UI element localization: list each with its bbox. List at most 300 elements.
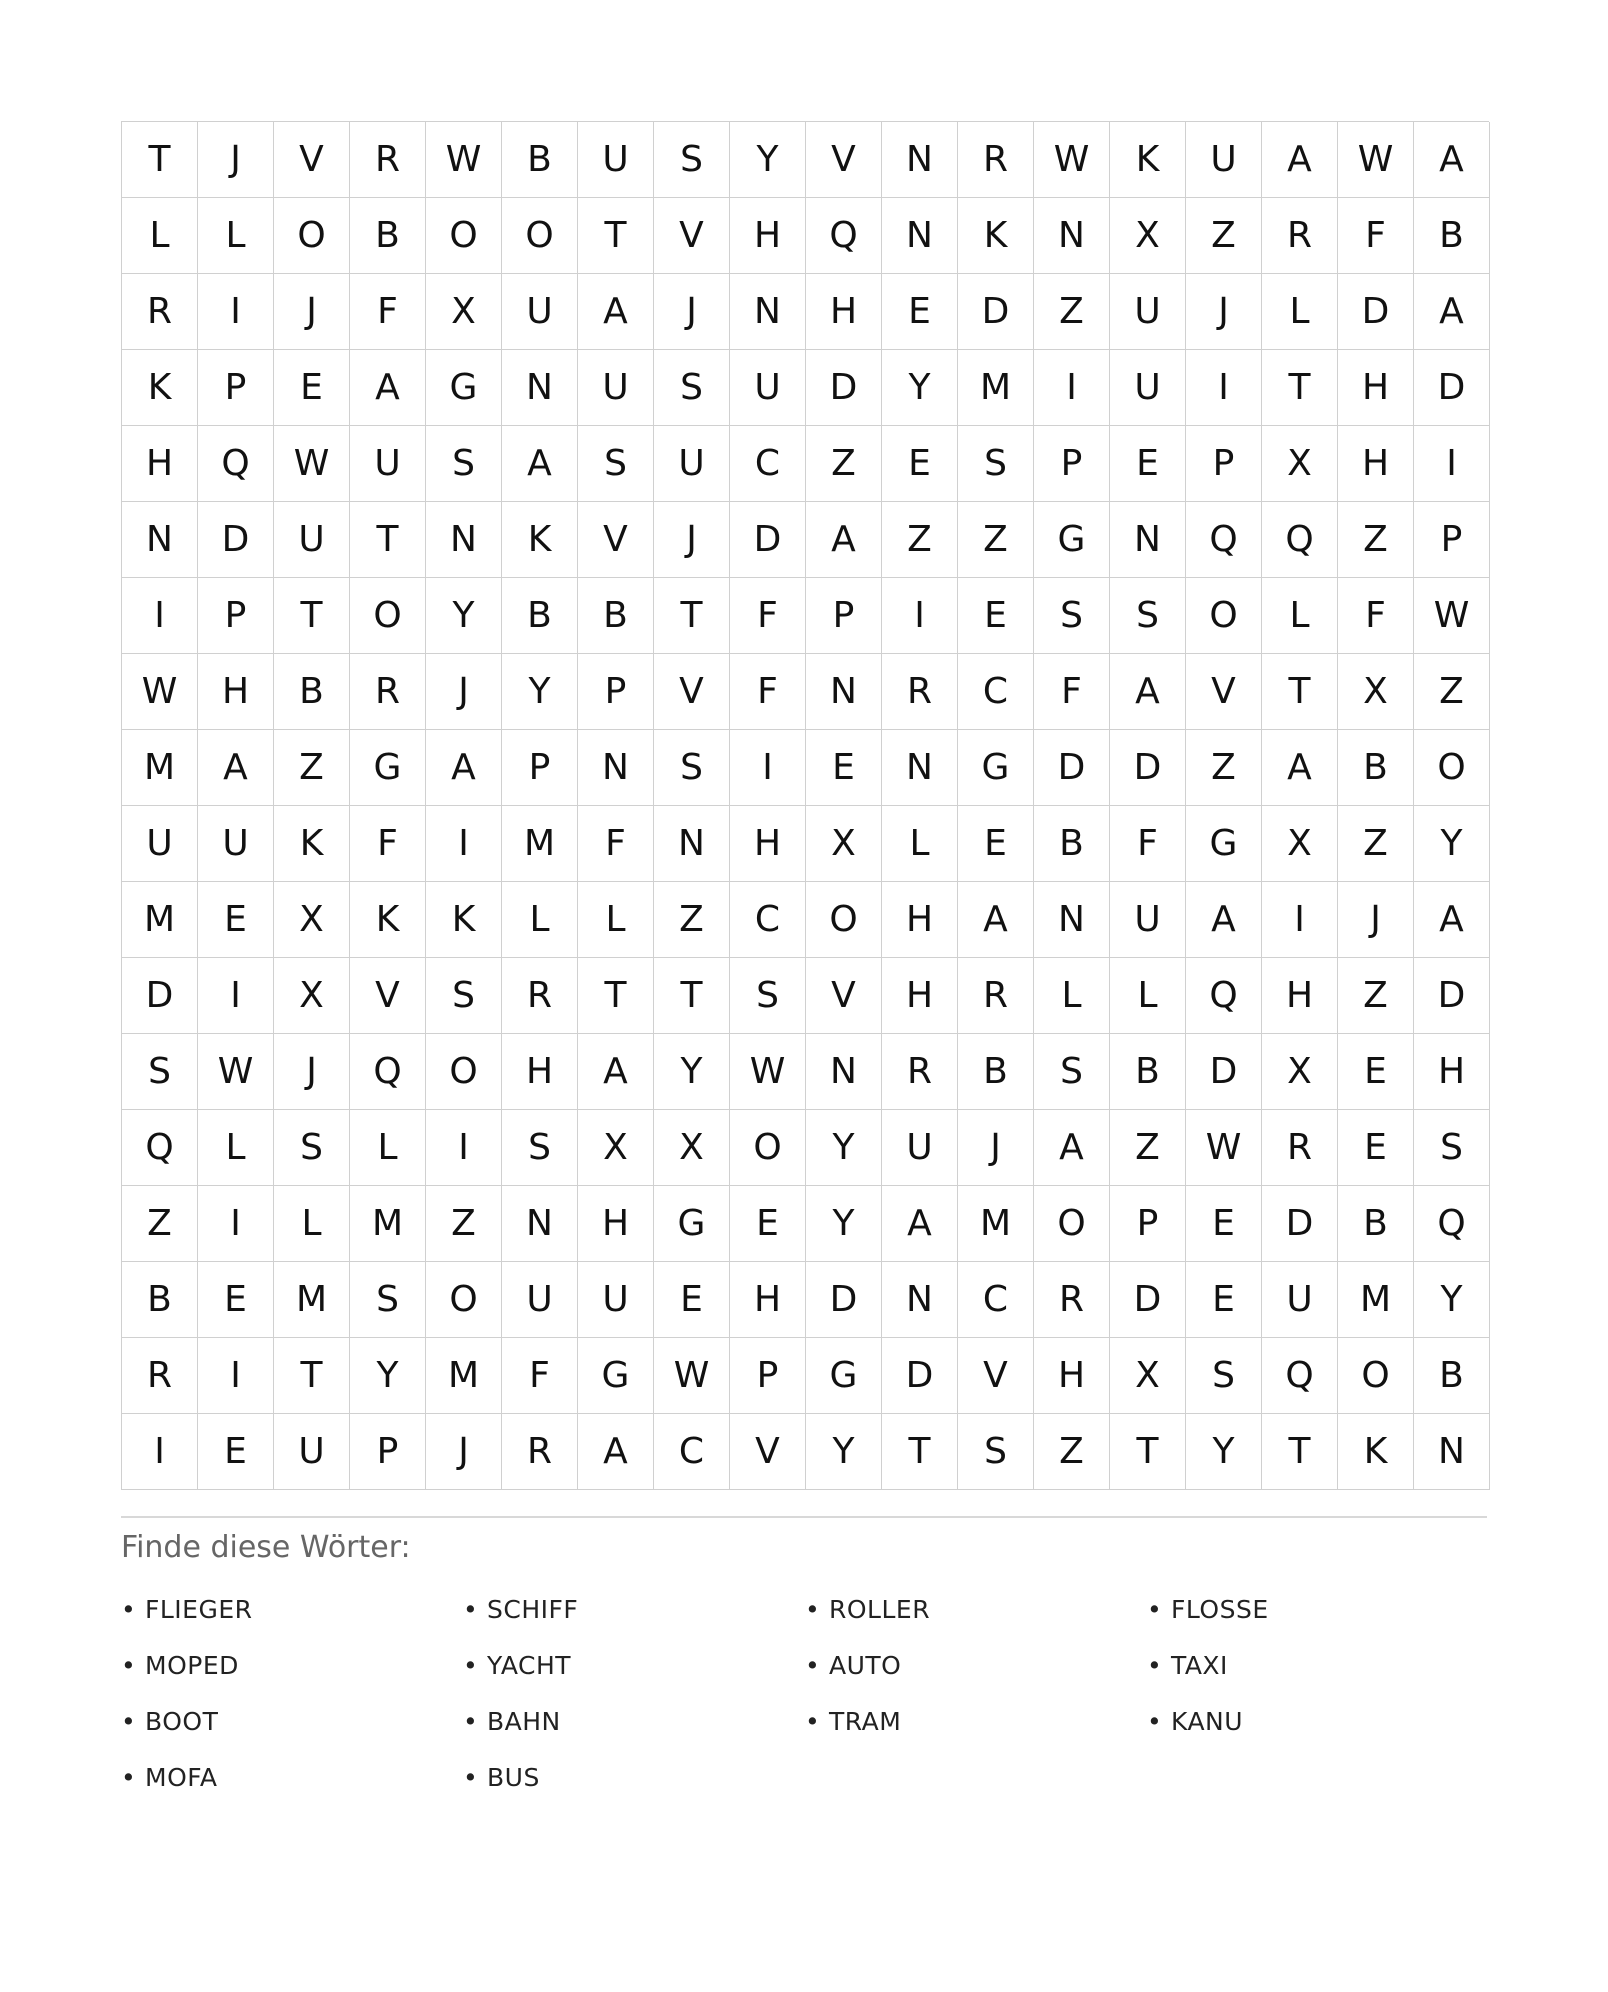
grid-cell[interactable]: N — [882, 122, 958, 198]
grid-cell[interactable]: E — [730, 1186, 806, 1262]
grid-cell[interactable]: S — [350, 1262, 426, 1338]
grid-cell[interactable]: U — [502, 274, 578, 350]
grid-cell[interactable]: B — [1338, 730, 1414, 806]
grid-cell[interactable]: L — [1262, 274, 1338, 350]
grid-cell[interactable]: C — [654, 1414, 730, 1490]
grid-cell[interactable]: L — [502, 882, 578, 958]
grid-cell[interactable]: E — [1338, 1110, 1414, 1186]
grid-cell[interactable]: N — [502, 1186, 578, 1262]
grid-cell[interactable]: Z — [1034, 1414, 1110, 1490]
grid-cell[interactable]: T — [1110, 1414, 1186, 1490]
grid-cell[interactable]: U — [578, 350, 654, 426]
grid-cell[interactable]: C — [958, 654, 1034, 730]
grid-cell[interactable]: U — [1110, 882, 1186, 958]
grid-cell[interactable]: A — [806, 502, 882, 578]
grid-cell[interactable]: N — [1110, 502, 1186, 578]
grid-cell[interactable]: K — [502, 502, 578, 578]
grid-cell[interactable]: K — [350, 882, 426, 958]
grid-cell[interactable]: Y — [426, 578, 502, 654]
grid-cell[interactable]: T — [274, 1338, 350, 1414]
grid-cell[interactable]: F — [1034, 654, 1110, 730]
grid-cell[interactable]: R — [1262, 1110, 1338, 1186]
grid-cell[interactable]: Q — [198, 426, 274, 502]
grid-cell[interactable]: Q — [1414, 1186, 1490, 1262]
grid-cell[interactable]: V — [654, 198, 730, 274]
grid-cell[interactable]: D — [1262, 1186, 1338, 1262]
grid-cell[interactable]: Q — [122, 1110, 198, 1186]
grid-cell[interactable]: N — [882, 198, 958, 274]
grid-cell[interactable]: E — [1186, 1186, 1262, 1262]
grid-cell[interactable]: Q — [1186, 502, 1262, 578]
grid-cell[interactable]: L — [350, 1110, 426, 1186]
grid-cell[interactable]: W — [122, 654, 198, 730]
grid-cell[interactable]: P — [730, 1338, 806, 1414]
grid-cell[interactable]: D — [806, 1262, 882, 1338]
grid-cell[interactable]: E — [198, 1414, 274, 1490]
grid-cell[interactable]: H — [730, 1262, 806, 1338]
grid-cell[interactable]: E — [806, 730, 882, 806]
grid-cell[interactable]: L — [1110, 958, 1186, 1034]
grid-cell[interactable]: F — [730, 578, 806, 654]
grid-cell[interactable]: N — [426, 502, 502, 578]
grid-cell[interactable]: A — [1262, 122, 1338, 198]
grid-cell[interactable]: Q — [350, 1034, 426, 1110]
grid-cell[interactable]: N — [578, 730, 654, 806]
grid-cell[interactable]: E — [958, 806, 1034, 882]
grid-cell[interactable]: F — [1338, 198, 1414, 274]
grid-cell[interactable]: Y — [730, 122, 806, 198]
grid-cell[interactable]: J — [654, 502, 730, 578]
grid-cell[interactable]: U — [654, 426, 730, 502]
grid-cell[interactable]: K — [122, 350, 198, 426]
grid-cell[interactable]: T — [882, 1414, 958, 1490]
grid-cell[interactable]: V — [350, 958, 426, 1034]
grid-cell[interactable]: K — [274, 806, 350, 882]
grid-cell[interactable]: R — [502, 1414, 578, 1490]
grid-cell[interactable]: U — [502, 1262, 578, 1338]
grid-cell[interactable]: P — [198, 350, 274, 426]
grid-cell[interactable]: D — [1414, 958, 1490, 1034]
grid-cell[interactable]: L — [578, 882, 654, 958]
grid-cell[interactable]: Z — [1110, 1110, 1186, 1186]
grid-cell[interactable]: U — [1186, 122, 1262, 198]
grid-cell[interactable]: W — [1338, 122, 1414, 198]
grid-cell[interactable]: S — [654, 350, 730, 426]
grid-cell[interactable]: G — [654, 1186, 730, 1262]
grid-cell[interactable]: X — [1110, 198, 1186, 274]
grid-cell[interactable]: K — [1110, 122, 1186, 198]
grid-cell[interactable]: I — [198, 1186, 274, 1262]
grid-cell[interactable]: H — [1338, 350, 1414, 426]
grid-cell[interactable]: Q — [1262, 502, 1338, 578]
grid-cell[interactable]: Y — [1186, 1414, 1262, 1490]
grid-cell[interactable]: D — [730, 502, 806, 578]
grid-cell[interactable]: W — [198, 1034, 274, 1110]
grid-cell[interactable]: O — [1186, 578, 1262, 654]
grid-cell[interactable]: S — [654, 730, 730, 806]
grid-cell[interactable]: O — [1338, 1338, 1414, 1414]
grid-cell[interactable]: Y — [502, 654, 578, 730]
grid-cell[interactable]: K — [1338, 1414, 1414, 1490]
grid-cell[interactable]: Z — [958, 502, 1034, 578]
grid-cell[interactable]: N — [806, 1034, 882, 1110]
grid-cell[interactable]: N — [806, 654, 882, 730]
grid-cell[interactable]: I — [198, 1338, 274, 1414]
grid-cell[interactable]: H — [882, 882, 958, 958]
grid-cell[interactable]: U — [730, 350, 806, 426]
grid-cell[interactable]: R — [350, 654, 426, 730]
grid-cell[interactable]: N — [122, 502, 198, 578]
grid-cell[interactable]: S — [122, 1034, 198, 1110]
grid-cell[interactable]: A — [1262, 730, 1338, 806]
grid-cell[interactable]: O — [1414, 730, 1490, 806]
grid-cell[interactable]: M — [958, 350, 1034, 426]
grid-cell[interactable]: I — [730, 730, 806, 806]
grid-cell[interactable]: R — [958, 958, 1034, 1034]
grid-cell[interactable]: M — [958, 1186, 1034, 1262]
grid-cell[interactable]: L — [198, 1110, 274, 1186]
grid-cell[interactable]: P — [1110, 1186, 1186, 1262]
grid-cell[interactable]: J — [1338, 882, 1414, 958]
grid-cell[interactable]: F — [350, 806, 426, 882]
grid-cell[interactable]: E — [1110, 426, 1186, 502]
grid-cell[interactable]: F — [1338, 578, 1414, 654]
grid-cell[interactable]: U — [350, 426, 426, 502]
grid-cell[interactable]: A — [1414, 122, 1490, 198]
grid-cell[interactable]: H — [198, 654, 274, 730]
grid-cell[interactable]: Y — [350, 1338, 426, 1414]
grid-cell[interactable]: P — [350, 1414, 426, 1490]
grid-cell[interactable]: T — [350, 502, 426, 578]
grid-cell[interactable]: X — [274, 958, 350, 1034]
grid-cell[interactable]: B — [274, 654, 350, 730]
grid-cell[interactable]: E — [1338, 1034, 1414, 1110]
grid-cell[interactable]: W — [426, 122, 502, 198]
grid-cell[interactable]: Y — [1414, 806, 1490, 882]
grid-cell[interactable]: D — [1186, 1034, 1262, 1110]
grid-cell[interactable]: E — [198, 1262, 274, 1338]
grid-cell[interactable]: P — [198, 578, 274, 654]
grid-cell[interactable]: Z — [1338, 806, 1414, 882]
grid-cell[interactable]: R — [1262, 198, 1338, 274]
grid-cell[interactable]: J — [274, 1034, 350, 1110]
grid-cell[interactable]: V — [654, 654, 730, 730]
grid-cell[interactable]: U — [1110, 274, 1186, 350]
grid-cell[interactable]: O — [350, 578, 426, 654]
grid-cell[interactable]: N — [1414, 1414, 1490, 1490]
grid-cell[interactable]: A — [578, 274, 654, 350]
grid-cell[interactable]: F — [502, 1338, 578, 1414]
grid-cell[interactable]: R — [122, 274, 198, 350]
grid-cell[interactable]: Y — [1414, 1262, 1490, 1338]
grid-cell[interactable]: Z — [882, 502, 958, 578]
grid-cell[interactable]: N — [1034, 198, 1110, 274]
grid-cell[interactable]: D — [1110, 1262, 1186, 1338]
grid-cell[interactable]: M — [274, 1262, 350, 1338]
grid-cell[interactable]: X — [1110, 1338, 1186, 1414]
grid-cell[interactable]: X — [1262, 1034, 1338, 1110]
grid-cell[interactable]: U — [274, 502, 350, 578]
grid-cell[interactable]: B — [502, 578, 578, 654]
grid-cell[interactable]: X — [1262, 806, 1338, 882]
grid-cell[interactable]: J — [426, 1414, 502, 1490]
grid-cell[interactable]: L — [1034, 958, 1110, 1034]
grid-cell[interactable]: P — [502, 730, 578, 806]
grid-cell[interactable]: R — [122, 1338, 198, 1414]
grid-cell[interactable]: I — [426, 806, 502, 882]
grid-cell[interactable]: B — [122, 1262, 198, 1338]
grid-cell[interactable]: V — [806, 122, 882, 198]
grid-cell[interactable]: C — [730, 882, 806, 958]
grid-cell[interactable]: T — [578, 198, 654, 274]
grid-cell[interactable]: A — [1110, 654, 1186, 730]
grid-cell[interactable]: B — [1414, 1338, 1490, 1414]
grid-cell[interactable]: M — [426, 1338, 502, 1414]
grid-cell[interactable]: Q — [1262, 1338, 1338, 1414]
grid-cell[interactable]: F — [730, 654, 806, 730]
grid-cell[interactable]: Z — [1186, 198, 1262, 274]
grid-cell[interactable]: H — [122, 426, 198, 502]
grid-cell[interactable]: U — [1262, 1262, 1338, 1338]
grid-cell[interactable]: S — [1414, 1110, 1490, 1186]
grid-cell[interactable]: M — [122, 730, 198, 806]
grid-cell[interactable]: L — [198, 198, 274, 274]
grid-cell[interactable]: W — [1414, 578, 1490, 654]
grid-cell[interactable]: J — [1186, 274, 1262, 350]
grid-cell[interactable]: B — [350, 198, 426, 274]
grid-cell[interactable]: F — [1110, 806, 1186, 882]
grid-cell[interactable]: O — [274, 198, 350, 274]
grid-cell[interactable]: H — [502, 1034, 578, 1110]
grid-cell[interactable]: A — [958, 882, 1034, 958]
grid-cell[interactable]: L — [882, 806, 958, 882]
grid-cell[interactable]: I — [882, 578, 958, 654]
grid-cell[interactable]: I — [1186, 350, 1262, 426]
grid-cell[interactable]: F — [578, 806, 654, 882]
grid-cell[interactable]: W — [730, 1034, 806, 1110]
grid-cell[interactable]: R — [350, 122, 426, 198]
grid-cell[interactable]: H — [882, 958, 958, 1034]
grid-cell[interactable]: U — [198, 806, 274, 882]
grid-cell[interactable]: N — [730, 274, 806, 350]
grid-cell[interactable]: S — [1186, 1338, 1262, 1414]
grid-cell[interactable]: R — [882, 1034, 958, 1110]
grid-cell[interactable]: O — [1034, 1186, 1110, 1262]
grid-cell[interactable]: S — [426, 958, 502, 1034]
grid-cell[interactable]: D — [1034, 730, 1110, 806]
grid-cell[interactable]: D — [806, 350, 882, 426]
grid-cell[interactable]: S — [654, 122, 730, 198]
grid-cell[interactable]: B — [958, 1034, 1034, 1110]
grid-cell[interactable]: T — [578, 958, 654, 1034]
grid-cell[interactable]: X — [578, 1110, 654, 1186]
grid-cell[interactable]: H — [730, 198, 806, 274]
grid-cell[interactable]: T — [274, 578, 350, 654]
grid-cell[interactable]: A — [426, 730, 502, 806]
grid-cell[interactable]: J — [274, 274, 350, 350]
grid-cell[interactable]: O — [426, 198, 502, 274]
grid-cell[interactable]: N — [1034, 882, 1110, 958]
grid-cell[interactable]: H — [806, 274, 882, 350]
grid-cell[interactable]: D — [1338, 274, 1414, 350]
grid-cell[interactable]: L — [1262, 578, 1338, 654]
grid-cell[interactable]: Z — [1338, 958, 1414, 1034]
grid-cell[interactable]: Z — [122, 1186, 198, 1262]
grid-cell[interactable]: D — [882, 1338, 958, 1414]
grid-cell[interactable]: U — [122, 806, 198, 882]
grid-cell[interactable]: X — [806, 806, 882, 882]
grid-cell[interactable]: E — [1186, 1262, 1262, 1338]
grid-cell[interactable]: E — [958, 578, 1034, 654]
grid-cell[interactable]: V — [274, 122, 350, 198]
grid-cell[interactable]: T — [654, 958, 730, 1034]
grid-cell[interactable]: G — [426, 350, 502, 426]
grid-cell[interactable]: Z — [806, 426, 882, 502]
grid-cell[interactable]: P — [806, 578, 882, 654]
grid-cell[interactable]: E — [274, 350, 350, 426]
grid-cell[interactable]: M — [502, 806, 578, 882]
grid-cell[interactable]: V — [578, 502, 654, 578]
grid-cell[interactable]: H — [1414, 1034, 1490, 1110]
grid-cell[interactable]: J — [654, 274, 730, 350]
grid-cell[interactable]: G — [806, 1338, 882, 1414]
grid-cell[interactable]: K — [958, 198, 1034, 274]
grid-cell[interactable]: N — [654, 806, 730, 882]
grid-cell[interactable]: X — [426, 274, 502, 350]
grid-cell[interactable]: A — [1414, 882, 1490, 958]
grid-cell[interactable]: E — [654, 1262, 730, 1338]
grid-cell[interactable]: U — [1110, 350, 1186, 426]
grid-cell[interactable]: Q — [806, 198, 882, 274]
grid-cell[interactable]: A — [502, 426, 578, 502]
grid-cell[interactable]: T — [1262, 654, 1338, 730]
grid-cell[interactable]: H — [1262, 958, 1338, 1034]
grid-cell[interactable]: A — [882, 1186, 958, 1262]
grid-cell[interactable]: X — [1338, 654, 1414, 730]
grid-cell[interactable]: P — [1186, 426, 1262, 502]
grid-cell[interactable]: Y — [882, 350, 958, 426]
grid-cell[interactable]: Z — [1186, 730, 1262, 806]
grid-cell[interactable]: D — [1110, 730, 1186, 806]
grid-cell[interactable]: Y — [654, 1034, 730, 1110]
grid-cell[interactable]: P — [1034, 426, 1110, 502]
grid-cell[interactable]: S — [274, 1110, 350, 1186]
grid-cell[interactable]: N — [882, 1262, 958, 1338]
grid-cell[interactable]: X — [654, 1110, 730, 1186]
grid-cell[interactable]: L — [274, 1186, 350, 1262]
grid-cell[interactable]: D — [198, 502, 274, 578]
grid-cell[interactable]: O — [426, 1034, 502, 1110]
grid-cell[interactable]: M — [122, 882, 198, 958]
grid-cell[interactable]: Y — [806, 1186, 882, 1262]
grid-cell[interactable]: A — [350, 350, 426, 426]
grid-cell[interactable]: N — [882, 730, 958, 806]
grid-cell[interactable]: S — [1034, 578, 1110, 654]
grid-cell[interactable]: R — [882, 654, 958, 730]
grid-cell[interactable]: I — [1414, 426, 1490, 502]
grid-cell[interactable]: I — [426, 1110, 502, 1186]
grid-cell[interactable]: E — [882, 426, 958, 502]
grid-cell[interactable]: W — [654, 1338, 730, 1414]
grid-cell[interactable]: B — [502, 122, 578, 198]
grid-cell[interactable]: I — [122, 1414, 198, 1490]
grid-cell[interactable]: U — [578, 1262, 654, 1338]
grid-cell[interactable]: A — [1034, 1110, 1110, 1186]
grid-cell[interactable]: R — [1034, 1262, 1110, 1338]
grid-cell[interactable]: J — [198, 122, 274, 198]
grid-cell[interactable]: I — [122, 578, 198, 654]
grid-cell[interactable]: X — [1262, 426, 1338, 502]
grid-cell[interactable]: D — [1414, 350, 1490, 426]
grid-cell[interactable]: V — [730, 1414, 806, 1490]
grid-cell[interactable]: B — [1034, 806, 1110, 882]
grid-cell[interactable]: C — [730, 426, 806, 502]
grid-cell[interactable]: Z — [654, 882, 730, 958]
grid-cell[interactable]: A — [198, 730, 274, 806]
grid-cell[interactable]: S — [958, 1414, 1034, 1490]
grid-cell[interactable]: S — [730, 958, 806, 1034]
grid-cell[interactable]: E — [882, 274, 958, 350]
grid-cell[interactable]: F — [350, 274, 426, 350]
grid-cell[interactable]: L — [122, 198, 198, 274]
grid-cell[interactable]: R — [502, 958, 578, 1034]
grid-cell[interactable]: B — [1338, 1186, 1414, 1262]
grid-cell[interactable]: T — [1262, 350, 1338, 426]
grid-cell[interactable]: M — [1338, 1262, 1414, 1338]
grid-cell[interactable]: O — [806, 882, 882, 958]
grid-cell[interactable]: J — [958, 1110, 1034, 1186]
grid-cell[interactable]: N — [502, 350, 578, 426]
grid-cell[interactable]: A — [578, 1414, 654, 1490]
grid-cell[interactable]: Z — [274, 730, 350, 806]
grid-cell[interactable]: U — [882, 1110, 958, 1186]
grid-cell[interactable]: S — [578, 426, 654, 502]
grid-cell[interactable]: V — [1186, 654, 1262, 730]
grid-cell[interactable]: A — [1414, 274, 1490, 350]
grid-cell[interactable]: U — [274, 1414, 350, 1490]
grid-cell[interactable]: I — [1262, 882, 1338, 958]
grid-cell[interactable]: S — [1110, 578, 1186, 654]
grid-cell[interactable]: H — [1034, 1338, 1110, 1414]
grid-cell[interactable]: J — [426, 654, 502, 730]
grid-cell[interactable]: C — [958, 1262, 1034, 1338]
grid-cell[interactable]: Z — [1034, 274, 1110, 350]
grid-cell[interactable]: G — [578, 1338, 654, 1414]
grid-cell[interactable]: Y — [806, 1414, 882, 1490]
grid-cell[interactable]: R — [958, 122, 1034, 198]
grid-cell[interactable]: A — [1186, 882, 1262, 958]
grid-cell[interactable]: V — [958, 1338, 1034, 1414]
grid-cell[interactable]: Q — [1186, 958, 1262, 1034]
grid-cell[interactable]: X — [274, 882, 350, 958]
grid-cell[interactable]: T — [1262, 1414, 1338, 1490]
grid-cell[interactable]: G — [1186, 806, 1262, 882]
grid-cell[interactable]: Z — [1338, 502, 1414, 578]
grid-cell[interactable]: D — [122, 958, 198, 1034]
grid-cell[interactable]: O — [502, 198, 578, 274]
grid-cell[interactable]: P — [578, 654, 654, 730]
grid-cell[interactable]: U — [578, 122, 654, 198]
grid-cell[interactable]: A — [578, 1034, 654, 1110]
grid-cell[interactable]: B — [1110, 1034, 1186, 1110]
grid-cell[interactable]: O — [730, 1110, 806, 1186]
grid-cell[interactable]: D — [958, 274, 1034, 350]
grid-cell[interactable]: S — [1034, 1034, 1110, 1110]
grid-cell[interactable]: S — [958, 426, 1034, 502]
grid-cell[interactable]: O — [426, 1262, 502, 1338]
grid-cell[interactable]: W — [274, 426, 350, 502]
grid-cell[interactable]: W — [1034, 122, 1110, 198]
